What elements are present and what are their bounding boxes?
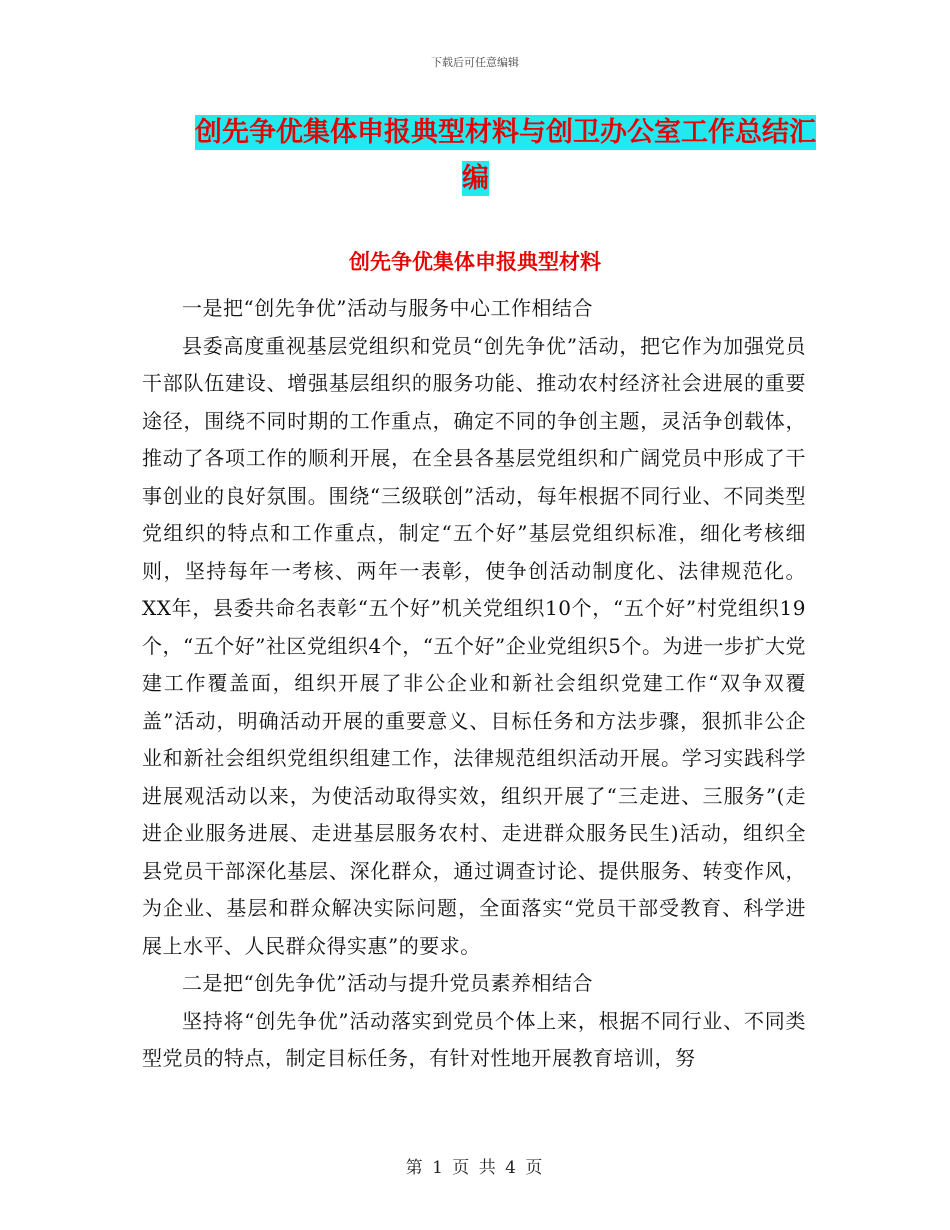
subheading-1: 一是把“创先争优”活动与服务中心工作相结合 [182, 296, 593, 320]
page-footer: 第 1 页 共 4 页 [405, 1158, 545, 1178]
header-note: 下载后可任意编辑 [431, 56, 519, 69]
title-line-2: 编 [462, 163, 489, 194]
title-line-1: 创先争优集体申报典型材料与创卫办公室工作总结汇 [195, 117, 816, 148]
paragraph-1: 县委高度重视基层党组织和党员“创先争优”活动，把它作为加强党员干部队伍建设、增强基层组织的服务功能、推动农村经济社会进展的重要途径，围绕不同时期的工作重点，确定不同的争创主题，灵活争创载体，推动了各项工作的顺利开展，在全县各基层党组织和广阔党员中形成了干事创业的良好氛围。围绕“三级联创”活动，每年根据不同行业、不同类型党组织的特点和工作重点，制定“五个好”基层党组织标准，细化考核细则，坚持每年一考核、两年一表彰，使争创活动制度化、法律规范化。XX年，县委共命名表彰“五个好”机关党组织10个，“五个好”村党组织19个，“五个好”社区党组织4个，“五个好”企业党组织5个。为进一步扩大党建工作覆盖面，组织开展了非公企业和新社会组织党建工作“双争双覆盖”活动，明确活动开展的重要意义、目标任务和方法步骤，狠抓非公企业和新社会组织党组织组建工作，法律规范组织活动开展。学习实践科学进展观活动以来，为使活动取得实效，组织开展了“三走进、三服务”(走进企业服务进展、走进基层服务农村、走进群众服务民生)活动，组织全县党员干部深化基层、深化群众，通过调查讨论、提供服务、转变作风，为企业、基层和群众解决实际问题，全面落实“党员干部受教育、科学进展上水平、人民群众得实惠”的要求。 [142, 333, 806, 958]
section-title: 创先争优集体申报典型材料 [349, 250, 601, 274]
paragraph-2: 坚持将“创先争优”活动落实到党员个体上来，根据不同行业、不同类型党员的特点，制定目标任务，有针对性地开展教育培训，努 [142, 1008, 806, 1070]
subheading-2: 二是把“创先争优”活动与提升党员素养相结合 [182, 971, 593, 995]
body-text [142, 290, 806, 1078]
